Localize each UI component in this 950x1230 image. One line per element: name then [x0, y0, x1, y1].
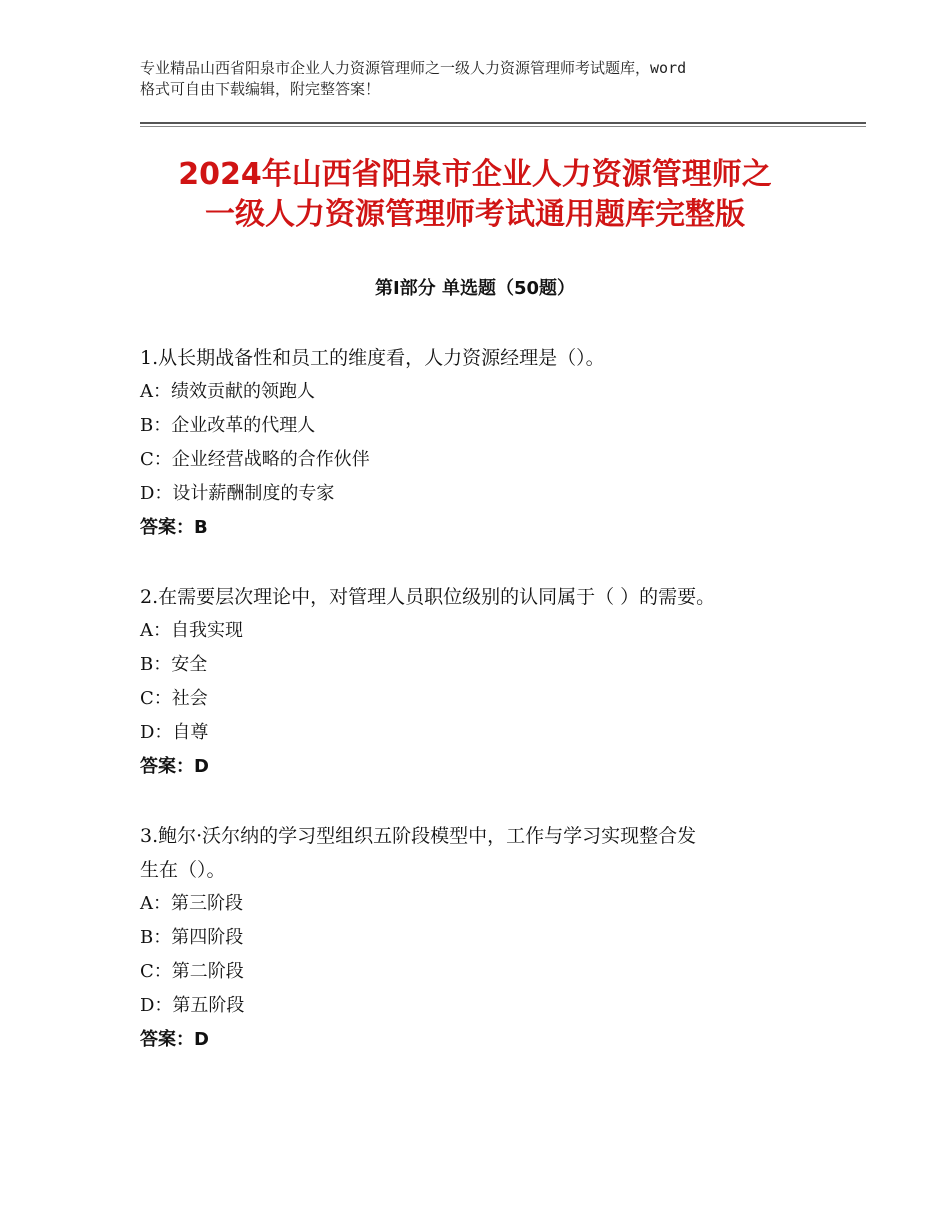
- header-note-line-2: 格式可自由下载编辑，附完整答案！: [140, 80, 381, 98]
- question-stem-line-1: 3.鲍尔·沃尔纳的学习型组织五阶段模型中，工作与学习实现整合发: [140, 825, 697, 847]
- option-d: D：自尊: [140, 722, 209, 743]
- header-divider-thin: [140, 126, 866, 127]
- option-a: A：绩效贡献的领跑人: [140, 381, 315, 402]
- answer: 答案：D: [140, 756, 209, 777]
- question-1: [140, 341, 820, 545]
- option-d: D：设计薪酬制度的专家: [140, 483, 335, 504]
- answer: 答案：B: [140, 517, 208, 538]
- header-divider: [140, 122, 866, 124]
- option-b: B：第四阶段: [140, 927, 244, 948]
- header-note-line-1: 专业精品山西省阳泉市企业人力资源管理师之一级人力资源管理师考试题库，word: [140, 59, 687, 77]
- question-2: [140, 580, 820, 784]
- document-title-line-2: 一级人力资源管理师考试通用题库完整版: [205, 197, 745, 232]
- document-title: [100, 155, 850, 235]
- option-b: B：安全: [140, 654, 208, 675]
- option-c: C：第二阶段: [140, 961, 244, 982]
- option-b: B：企业改革的代理人: [140, 415, 316, 436]
- option-c: C：社会: [140, 688, 208, 709]
- option-a: A：自我实现: [140, 620, 243, 641]
- answer: 答案：D: [140, 1029, 209, 1050]
- question-3: [140, 819, 820, 1057]
- header-note: [140, 58, 840, 100]
- question-stem: 1.从长期战备性和员工的维度看，人力资源经理是（）。: [140, 347, 605, 369]
- document-title-line-1: 2024年山西省阳泉市企业人力资源管理师之: [178, 157, 772, 192]
- option-a: A：第三阶段: [140, 893, 243, 914]
- question-stem-line-2: 生在（）。: [140, 859, 226, 881]
- section-heading: 第Ⅰ部分 单选题（50题）: [374, 278, 575, 299]
- question-stem: 2.在需要层次理论中，对管理人员职位级别的认同属于（ ）的需要。: [140, 586, 716, 608]
- option-c: C：企业经营战略的合作伙伴: [140, 449, 370, 470]
- option-d: D：第五阶段: [140, 995, 245, 1016]
